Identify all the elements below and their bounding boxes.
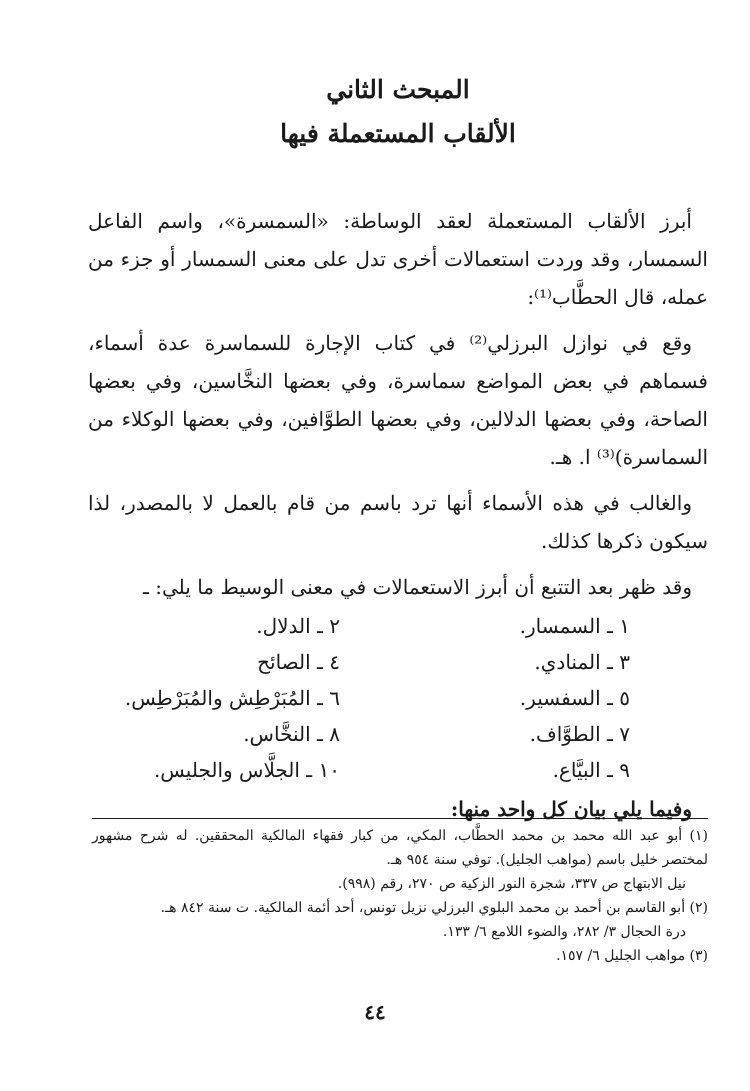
term-item: ٦ ـ المُبَرْطِش والمُبَرْطِس. [124, 686, 340, 710]
paragraph-1: أبرز الألقاب المستعملة لعقد الوساطة: «السمسرة»، واسم الفاعل السمسار، وقد وردت استعمالات أخرى تدل على معنى السمسار أو جزء من عمله، قال الحطَّاب⁽¹⁾: [88, 209, 708, 309]
term-item: ١ ـ السمسار. [519, 614, 630, 638]
list-intro: وقد ظهر بعد التتبع أن أبرز الاستعمالات في معنى الوسيط ما يلي: ـ [143, 575, 692, 599]
footnote-1-sources: نيل الابتهاج ص ٣٣٧، شجرة النور الزكية ص ٢٧٠، رقم (٩٩٨). [337, 876, 686, 892]
term-item: ٨ ـ النخَّاس. [243, 722, 340, 746]
term-item: ٤ ـ الصائح [257, 650, 340, 674]
term-item: ٣ ـ المنادي. [534, 650, 630, 674]
term-item: ٩ ـ البيَّاع. [552, 758, 630, 782]
footnote-3: (٣) مواهب الجليل ٦/ ١٥٧. [556, 948, 708, 964]
closing-line: وفيما يلي بيان كل واحد منها: [450, 797, 692, 821]
paragraph-2: وقع في نوازل البرزلي⁽²⁾ في كتاب الإجارة للسماسرة عدة أسماء، فسماهم في بعض المواضع سماسرة، وفي بعضها النخَّاسين، وفي بعضها الصاحة، وفي بعضها الدلالين، وفي بعضها الطوَّافين، وفي بعضها الوكلاء من السماسرة)⁽³⁾ ا. هـ. [88, 331, 708, 469]
term-item: ١٠ ـ الجلَّاس والجليس. [153, 758, 340, 782]
footnote-1: (١) أبو عبد الله محمد بن محمد الحطَّاب، المكي، من كبار فقهاء المالكية المحققين. له شرح مشهور لمختصر خليل باسم (مواهب الجليل). توفي سنة ٩٥٤ هـ. [92, 828, 708, 868]
footnote-2-sources: درة الحجال ٣/ ٢٨٢، والضوء اللامع ٦/ ١٣٣. [442, 924, 686, 940]
footnote-2: (٢) أبو القاسم بن أحمد بن محمد البلوي البرزلي نزيل تونس، أحد أئمة المالكية. ت سنة ٨٤٢ هـ. [160, 900, 708, 916]
section-subtitle: الألقاب المستعملة فيها [280, 119, 516, 148]
term-item: ٢ ـ الدلال. [256, 614, 340, 638]
paragraph-3: والغالب في هذه الأسماء أنها ترد باسم من قام بالعمل لا بالمصدر، لذا سيكون ذكرها كذلك. [88, 491, 708, 553]
terms-list [88, 608, 630, 788]
term-item: ٧ ـ الطوَّاف. [529, 722, 630, 746]
page-number: ٤٤ [364, 1000, 386, 1024]
term-item: ٥ ـ السفسير. [519, 686, 630, 710]
footnotes [92, 824, 708, 968]
page-content [88, 70, 708, 828]
body-text [88, 202, 708, 828]
footnote-divider [92, 818, 708, 819]
section-title: المبحث الثاني [326, 75, 470, 104]
